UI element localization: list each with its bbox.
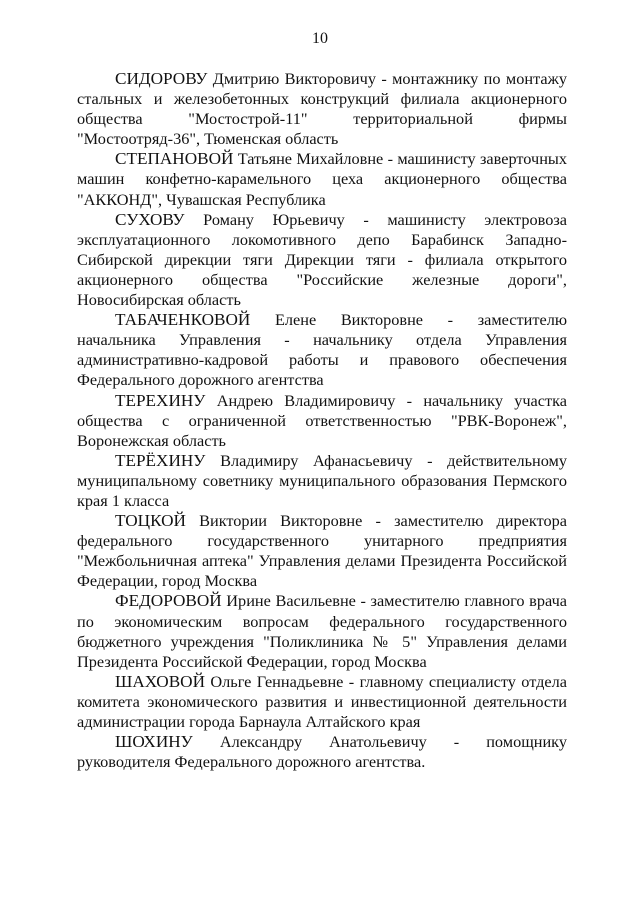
award-list — [77, 69, 567, 772]
list-item — [77, 391, 567, 451]
surname: ТЕРЕХИНУ — [115, 390, 206, 410]
surname: ШОХИНУ — [115, 732, 193, 752]
list-item — [77, 451, 567, 511]
page-number: 10 — [312, 30, 328, 47]
list-item — [77, 511, 567, 591]
surname: СУХОВУ — [115, 209, 185, 229]
surname: ТЕРЁХИНУ — [115, 450, 206, 470]
entry-details: Владимиру Афанасьевичу - действительному муниципальному советнику муниципального образования Пермского края 1 класса — [77, 450, 567, 510]
list-item — [77, 149, 567, 209]
entry-details: Роману Юрьевичу - машинисту электровоза эксплуатационного локомотивного депо Барабинск Западно-Сибирской дирекции тяги Дирекции тяги - филиала открытого акционерного общества "Российские железные дороги", Новосибирская область — [77, 209, 567, 310]
surname: СИДОРОВУ — [115, 69, 208, 88]
entry-details: Дмитрию Викторовичу - монтажнику по монтажу стальных и железобетонных конструкций филиала акционерного общества "Мостострой-11" территориальной фирмы "Мостоотряд-36", Тюменская область — [77, 69, 567, 149]
list-item — [77, 591, 567, 671]
list-item — [77, 69, 567, 149]
entry-details: Татьяне Михайловне - машинисту заверточных машин конфетно-карамельного цеха акционерного общества "АККОНД", Чувашская Республика — [77, 149, 567, 209]
entry-details: Андрею Владимировичу - начальнику участка общества с ограниченной ответственностью "РВК-Воронеж", Воронежская область — [77, 390, 567, 450]
entry-details: Александру Анатольевичу - помощнику руководителя Федерального дорожного агентства. — [77, 732, 567, 772]
list-item — [77, 672, 567, 732]
entry-details: Ирине Васильевне - заместителю главного врача по экономическим вопросам федерального государственного бюджетного учреждения "Поликлиника № 5" Управления делами Президента Российской Федерации, город Москва — [77, 591, 567, 671]
surname: ШАХОВОЙ — [115, 671, 205, 691]
surname: ФЕДОРОВОЙ — [115, 591, 222, 611]
list-item — [77, 210, 567, 310]
surname: ТАБАЧЕНКОВОЙ — [115, 310, 251, 330]
entry-details: Ольге Геннадьевне - главному специалисту отдела комитета экономического развития и инвестиционной деятельности администрации города Барнаула Алтайского края — [77, 671, 567, 731]
surname: СТЕПАНОВОЙ — [115, 149, 234, 169]
entry-details: Виктории Викторовне - заместителю директора федерального государственного унитарного предприятия "Межбольничная аптека" Управления делами Президента Российской Федерации, город Москва — [77, 511, 567, 591]
surname: ТОЦКОЙ — [115, 511, 186, 531]
list-item — [77, 310, 567, 390]
entry-details: Елене Викторовне - заместителю начальника Управления - начальнику отдела Управления административно-кадровой работы и правового обеспечения Федерального дорожного агентства — [77, 310, 567, 390]
list-item — [77, 732, 567, 772]
